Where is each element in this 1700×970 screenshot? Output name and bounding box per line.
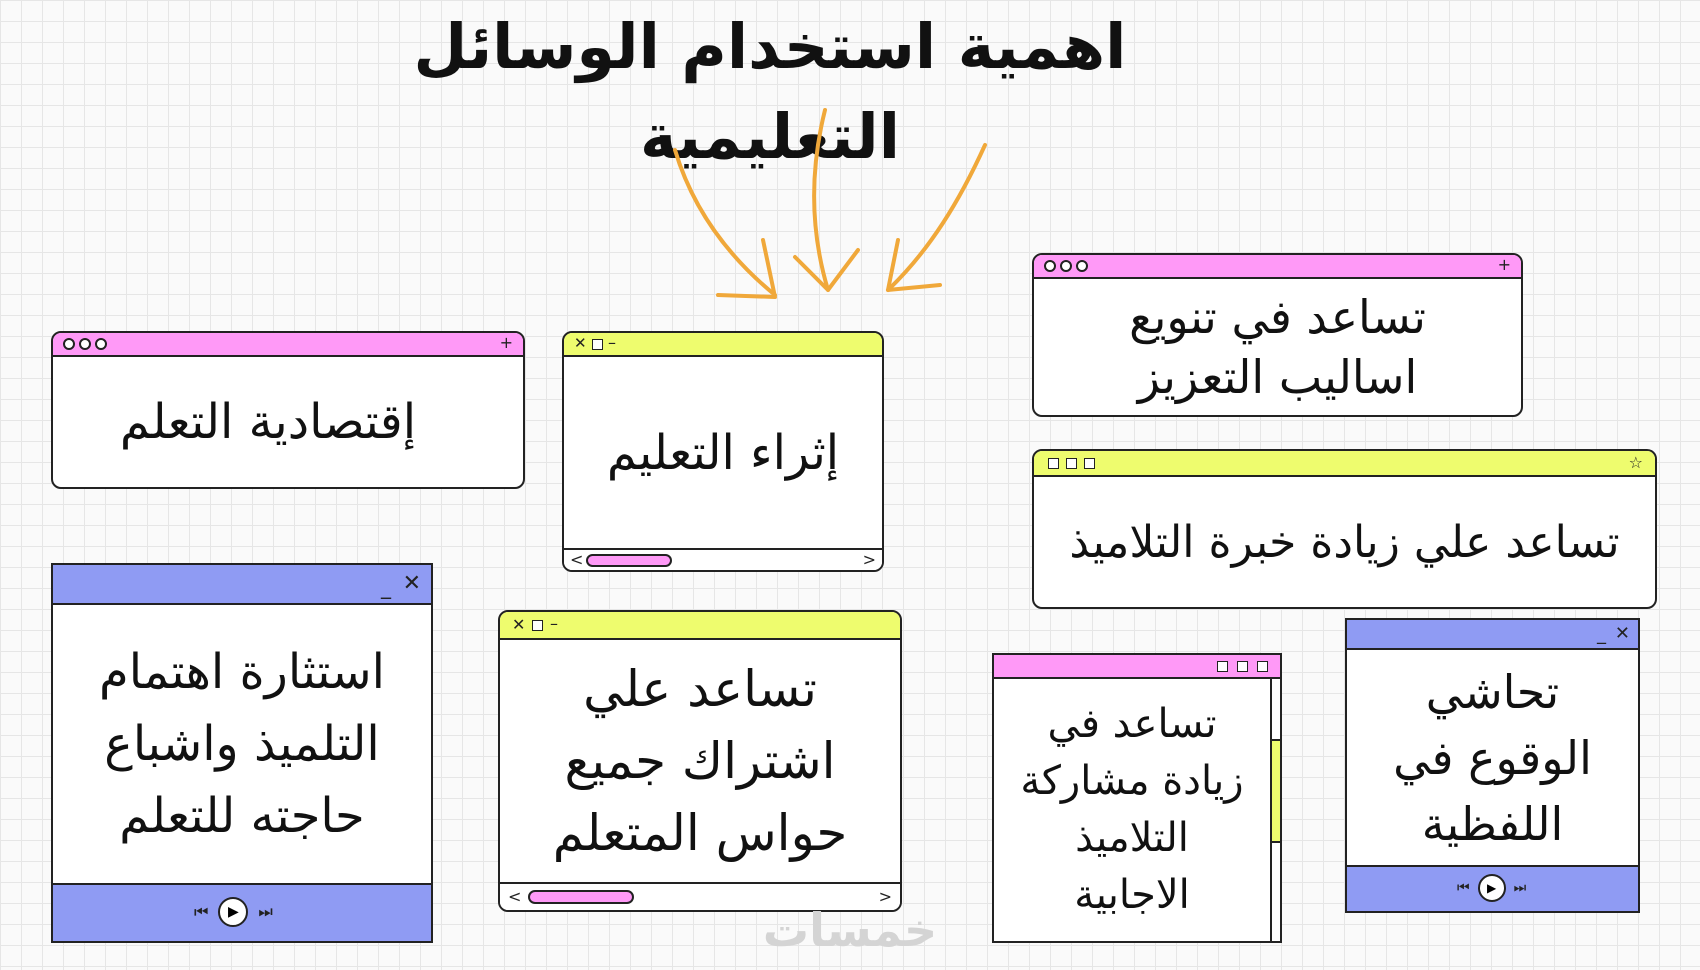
card-experience [1032,449,1657,609]
star-icon[interactable]: ☆ [1628,453,1643,472]
card-text: إثراء التعليم [606,424,840,481]
window-titlebar [564,333,882,357]
card-senses [498,610,902,912]
card-text-line: تساعد في تنويع [1129,290,1426,344]
play-button[interactable] [1478,874,1506,902]
page-title: اهمية استخدام الوسائل التعليمية [413,10,1127,173]
window-titlebar [500,612,900,640]
arrow-left-head [718,240,775,297]
card-text-line: التلميذ واشباع [104,716,380,772]
previous-icon[interactable]: ⏮ [1457,880,1470,896]
scrollbar-thumb[interactable] [528,890,634,904]
restore-icon[interactable] [1066,458,1077,469]
card-text-line: اساليب التعزيز [1137,350,1418,404]
scroll-right-icon[interactable]: > [878,887,892,906]
next-icon[interactable]: ⏭ [258,902,273,921]
close-icon[interactable]: ✕ [574,334,587,352]
close-icon[interactable]: ✕ [512,615,526,634]
scrollbar-thumb[interactable] [586,554,672,567]
card-text-line: الاجابية [1074,872,1190,918]
next-icon[interactable]: ⏭ [1513,880,1527,896]
card-text [1347,650,1638,865]
card-interest [51,563,433,943]
card-text-line: حاجته للتعلم [119,788,365,844]
window-titlebar [994,655,1280,679]
scrollbar-thumb[interactable] [1272,739,1280,843]
media-player-icon [1347,865,1638,911]
play-icon: ▶ [1486,881,1497,895]
previous-icon[interactable]: ⏮ [194,902,209,921]
card-text-line: اشتراك جميع [564,732,836,790]
window-titlebar [53,565,431,605]
window-titlebar [1034,451,1655,477]
vertical-scrollbar[interactable] [1270,679,1280,941]
horizontal-scrollbar[interactable] [564,548,882,570]
dots-icon [63,338,107,350]
restore-icon[interactable] [592,339,603,350]
card-economy [51,331,525,489]
play-button[interactable] [218,897,248,927]
scroll-right-icon[interactable]: > [862,550,876,569]
card-text-line: تحاشي [1425,664,1560,719]
card-text: إقتصادية التعلم [119,394,417,450]
card-text-line: زيادة مشاركة [1020,758,1244,804]
card-text-line: استثارة اهتمام [99,644,385,700]
card-text-line: اللفظية [1421,796,1564,851]
window-titlebar [1034,255,1521,279]
card-text-line: التلاميذ [1075,815,1189,861]
card-participation [992,653,1282,943]
close-icon[interactable] [1257,661,1268,672]
minimize-icon[interactable]: – [608,333,616,352]
minimize-icon[interactable] [1217,661,1228,672]
minimize-icon[interactable]: – [550,614,558,633]
card-text [53,605,431,883]
close-icon[interactable]: ✕ [402,571,421,596]
plus-icon[interactable]: + [499,333,513,352]
scroll-left-icon[interactable]: < [570,550,584,569]
plus-icon[interactable]: + [1497,255,1511,274]
minimize-icon[interactable] [1084,458,1095,469]
card-text [1034,279,1521,415]
window-titlebar [53,333,523,357]
arrow-center-head [795,250,858,290]
media-player-icon [53,883,431,941]
card-text [500,640,900,882]
window-titlebar [1347,620,1638,650]
arrow-right-head [888,240,940,290]
minimize-icon[interactable]: _ [1597,624,1606,645]
card-text-line: حواس المتعلم [552,804,848,862]
card-enrich [562,331,884,572]
card-text-line: الوقوع في [1393,730,1592,785]
close-icon[interactable]: ✕ [1614,623,1630,644]
close-icon[interactable] [1048,458,1059,469]
dots-icon [1044,260,1088,272]
watermark: خمسات [762,903,938,957]
card-text-line: تساعد في [1047,701,1217,747]
restore-icon[interactable] [532,620,543,631]
card-text: تساعد علي زيادة خبرة التلاميذ [1069,516,1620,568]
minimize-icon[interactable]: _ [381,575,391,599]
card-text-line: تساعد علي [583,660,817,718]
scroll-left-icon[interactable]: < [508,887,522,906]
restore-icon[interactable] [1237,661,1248,672]
card-diversify [1032,253,1523,417]
card-verbalism [1345,618,1640,913]
play-icon: ▶ [228,904,239,920]
card-text [994,679,1270,941]
arrow-right [888,145,985,290]
